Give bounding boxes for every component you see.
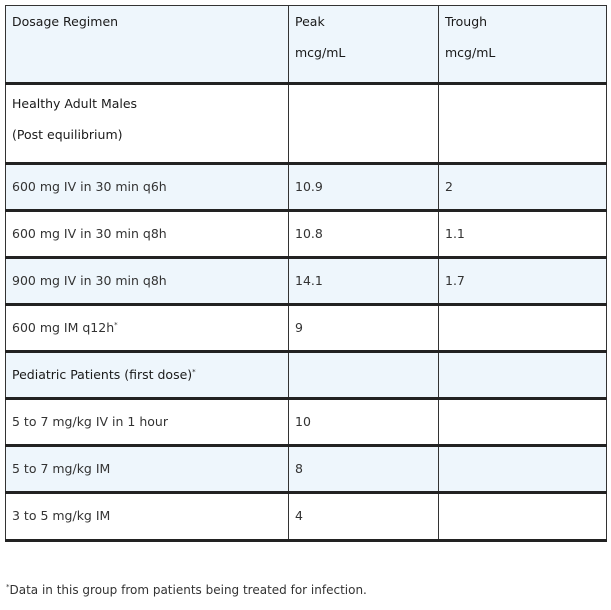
group-title: Pediatric Patients (first dose) <box>12 367 193 382</box>
peak-cell: 9 <box>289 305 439 352</box>
regimen-cell: 5 to 7 mg/kg IV in 1 hour <box>6 399 289 446</box>
header-regimen-label: Dosage Regimen <box>12 14 119 29</box>
header-trough <box>439 6 607 84</box>
group-title-cell <box>6 84 289 164</box>
trough-cell <box>439 493 607 541</box>
trough-cell <box>439 305 607 352</box>
footnote <box>6 583 367 597</box>
peak-cell: 14.1 <box>289 258 439 305</box>
table-row <box>6 211 607 258</box>
regimen-cell: 3 to 5 mg/kg IM <box>6 493 289 541</box>
regimen-cell <box>6 305 289 352</box>
footnote-marker: * <box>114 320 118 329</box>
header-trough-label: Trough <box>445 14 488 29</box>
dosage-table <box>5 5 607 542</box>
peak-cell: 10.9 <box>289 164 439 211</box>
footnote-text: Data in this group from patients being treated for infection. <box>9 583 367 597</box>
peak-cell: 10 <box>289 399 439 446</box>
header-peak <box>289 6 439 84</box>
group-row-pediatric <box>6 352 607 399</box>
table-row <box>6 399 607 446</box>
trough-cell: 1.1 <box>439 211 607 258</box>
regimen-cell: 5 to 7 mg/kg IM <box>6 446 289 493</box>
group-trough-cell <box>439 84 607 164</box>
peak-cell: 10.8 <box>289 211 439 258</box>
header-dosage-regimen <box>6 6 289 84</box>
peak-cell: 8 <box>289 446 439 493</box>
header-peak-label: Peak <box>295 14 325 29</box>
group-peak-cell <box>289 84 439 164</box>
header-trough-unit: mcg/mL <box>445 45 496 60</box>
header-peak-unit: mcg/mL <box>295 45 346 60</box>
group-title: Healthy Adult Males <box>12 96 138 111</box>
group-peak-cell <box>289 352 439 399</box>
footnote-marker: * <box>192 367 196 376</box>
trough-cell <box>439 399 607 446</box>
table-row <box>6 446 607 493</box>
table-row <box>6 258 607 305</box>
regimen-cell: 600 mg IV in 30 min q8h <box>6 211 289 258</box>
group-subtitle: (Post equilibrium) <box>12 127 123 142</box>
table-row <box>6 164 607 211</box>
trough-cell: 2 <box>439 164 607 211</box>
regimen-text: 600 mg IM q12h <box>12 320 115 335</box>
group-row-healthy-adults <box>6 84 607 164</box>
table-header-row <box>6 6 607 84</box>
group-trough-cell <box>439 352 607 399</box>
group-title-cell <box>6 352 289 399</box>
regimen-cell: 900 mg IV in 30 min q8h <box>6 258 289 305</box>
trough-cell: 1.7 <box>439 258 607 305</box>
footnote-marker: * <box>6 583 10 591</box>
table-row <box>6 493 607 541</box>
table-row <box>6 305 607 352</box>
peak-cell: 4 <box>289 493 439 541</box>
trough-cell <box>439 446 607 493</box>
regimen-cell: 600 mg IV in 30 min q6h <box>6 164 289 211</box>
